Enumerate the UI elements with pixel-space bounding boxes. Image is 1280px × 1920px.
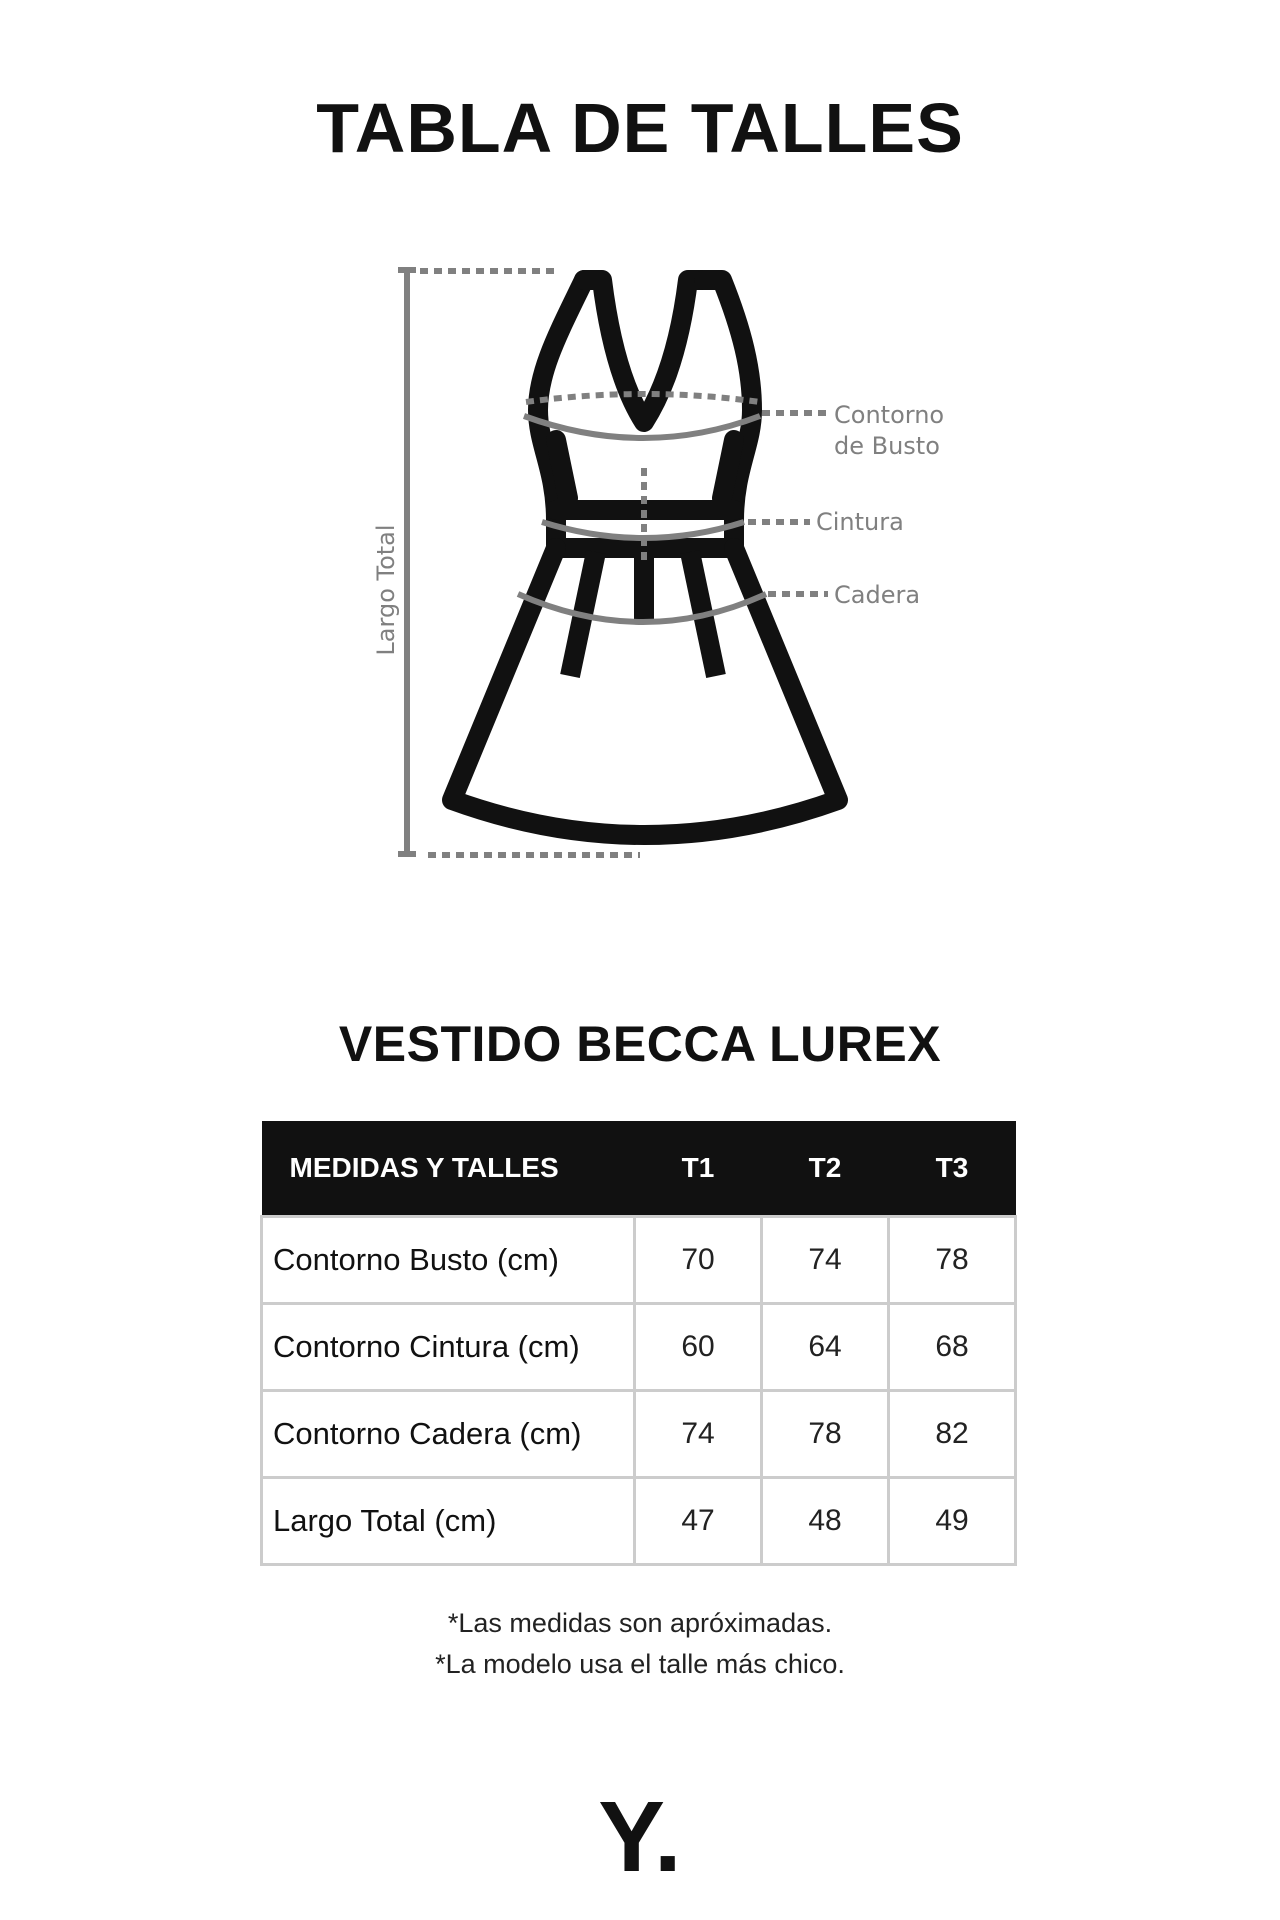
notes xyxy=(0,1603,1280,1685)
table-row xyxy=(262,1217,1016,1304)
page-title: TABLA DE TALLES xyxy=(316,89,964,167)
cell-value: 78 xyxy=(889,1217,1016,1304)
cell-value: 82 xyxy=(889,1391,1016,1478)
cell-value: 70 xyxy=(635,1217,762,1304)
header-measures: MEDIDAS Y TALLES xyxy=(262,1121,635,1217)
cell-value: 68 xyxy=(889,1304,1016,1391)
cell-value: 78 xyxy=(762,1391,889,1478)
header-t2: T2 xyxy=(762,1121,889,1217)
cell-value: 74 xyxy=(762,1217,889,1304)
note-model: *La modelo usa el talle más chico. xyxy=(435,1649,845,1679)
row-label: Contorno Busto (cm) xyxy=(262,1217,635,1304)
cell-value: 74 xyxy=(635,1391,762,1478)
header-t1: T1 xyxy=(635,1121,762,1217)
note-approx: *Las medidas son apróximadas. xyxy=(447,1608,833,1638)
cell-value: 60 xyxy=(635,1304,762,1391)
brand-logo: Y. xyxy=(598,1781,682,1893)
cell-value: 49 xyxy=(889,1478,1016,1565)
row-label: Contorno Cintura (cm) xyxy=(262,1304,635,1391)
cell-value: 48 xyxy=(762,1478,889,1565)
row-label: Contorno Cadera (cm) xyxy=(262,1391,635,1478)
cell-value: 47 xyxy=(635,1478,762,1565)
header-t3: T3 xyxy=(889,1121,1016,1217)
product-name: VESTIDO BECCA LUREX xyxy=(338,1016,942,1072)
size-table xyxy=(260,1121,1017,1566)
length-label: Largo Total xyxy=(372,524,400,656)
cell-value: 64 xyxy=(762,1304,889,1391)
waist-label: Cintura xyxy=(816,508,904,536)
table-row xyxy=(262,1478,1016,1565)
bust-label-line2: de Busto xyxy=(834,432,940,460)
row-label: Largo Total (cm) xyxy=(262,1478,635,1565)
table-header-row xyxy=(262,1121,1016,1217)
hip-label: Cadera xyxy=(834,581,921,609)
table-row xyxy=(262,1391,1016,1478)
table-row xyxy=(262,1304,1016,1391)
bust-label-line1: Contorno xyxy=(834,401,945,429)
